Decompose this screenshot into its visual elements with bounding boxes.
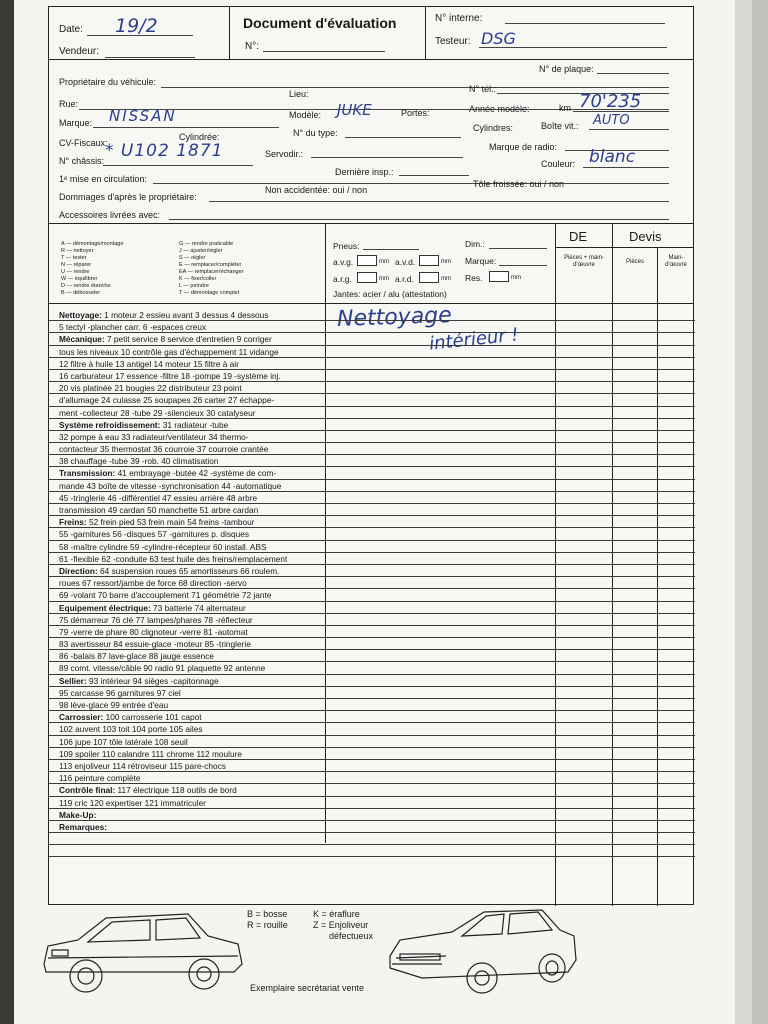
checklist-row-text: d'allumage 24 culasse 25 soupapes 26 carter 27 échappe- [59,395,275,406]
derniere-line [399,175,469,176]
legend-rouille: R = rouille [247,920,288,930]
tole-label: Tôle froissée: oui / non [473,179,565,189]
checklist-row-text: 109 spoiler 110 calandre 111 chrome 112 moulure [59,748,242,759]
checklist-row-text: 58 -maître cylindre 59 -cylindre-récepteur 60 install. ABS [59,541,267,552]
km-value[interactable]: 70'235 [579,91,642,112]
checklist-row-text: 113 enjoliveur 114 rétroviseur 115 pare-chocs [59,760,226,771]
checklist-row[interactable] [49,736,695,748]
checklist-row[interactable] [49,699,695,711]
paper-stack-edge-back [752,0,768,1024]
checklist-row-text: Make-Up: [59,809,97,820]
checklist-row[interactable] [49,760,695,772]
pieces-main-header: Pièces + main-d'œuvre [564,255,604,268]
legend-code-item: D — rendre étanche [61,283,111,289]
couleur-value[interactable]: blanc [589,147,636,167]
checklist-row[interactable] [49,443,695,455]
legend-code-item: T — tester [61,255,87,261]
ard-box[interactable] [419,272,439,283]
checklist-row[interactable] [49,431,695,443]
checklist-row-text: 55 -garnitures 56 -disques 57 -garnitures p. disques [59,529,250,540]
checklist-row[interactable] [49,711,695,723]
checklist-row[interactable] [49,528,695,540]
portes-label: Portes: [401,108,430,118]
legend-code-item: R — nettoyer [61,248,94,254]
checklist-row[interactable] [49,748,695,760]
avg-label: a.v.g. [333,257,354,267]
dommages-line [209,201,669,202]
checklist-row-text: 45 -tringlerie 46 -différentiel 47 essieu arrière 48 arbre [59,492,258,503]
legend-code-item: A — démontage/montage [61,241,124,247]
de-header: DE [569,229,588,244]
legend-code-item: S — régler [179,255,206,261]
legend-code-item: U — rendre [61,269,90,275]
checklist-row-text: Contrôle final: 117 électrique 118 outils de bord [59,785,237,796]
grid-top-rule [49,223,693,224]
checklist-row-text: ment -collecteur 28 -tube 29 -silencieux 30 catalyseur [59,407,256,418]
legend-enjoliveur: Z = Enjoliveur [313,920,369,930]
checklist-row-text: 106 jupe 107 tôle latérale 108 seuil [59,736,188,747]
accessoires-line [169,219,669,220]
checklist-row-text: Mécanique: 7 petit service 8 service d'entretien 9 corriger [59,334,272,345]
handwritten-note-line1: Nettoyage [336,303,453,332]
testeur-value[interactable]: DSG [481,29,516,48]
boite-line [589,129,669,130]
lieu-label: Lieu: [289,89,309,99]
dommages-label: Dommages d'après le propriétaire: [59,192,197,202]
circulation-line [153,183,669,184]
checklist-row[interactable] [49,346,695,358]
checklist-row[interactable] [49,809,695,821]
legend-eraflure: K = éraflure [313,909,360,919]
checklist-row-text: Direction: 64 suspension roues 65 amortisseurs 66 roulem. [59,565,280,576]
dim-line [489,248,547,249]
modele-value[interactable]: JUKE [337,101,372,119]
marque-value[interactable]: NISSAN [109,107,177,125]
grid-header-rule [49,303,693,304]
damage-legend-right [313,909,373,942]
legend-code-item: E — remplacer/compléter [179,262,242,268]
km-line [573,111,669,112]
checklist-row[interactable] [49,455,695,467]
checklist-row[interactable] [49,650,695,662]
evaluation-form [48,6,694,941]
checklist-row-text: 75 démarreur 76 clé 77 lampes/phares 78 -réflecteur [59,614,253,625]
checklist-row[interactable] [49,723,695,735]
pneus-label: Pneus: [333,241,360,251]
checklist-row[interactable] [49,419,695,431]
checklist-row[interactable] [49,504,695,516]
annee-label: Année modèle: [469,104,530,114]
res-mm: mm [511,275,521,281]
checklist-row[interactable] [49,321,695,333]
cv-label: CV-Fiscaux: [59,138,108,148]
chassis-value[interactable]: * U102 1871 [105,141,224,161]
checklist-row[interactable] [49,833,695,845]
arg-label: a.r.g. [333,274,352,284]
checklist-row[interactable] [49,638,695,650]
checklist-row-text: 83 avertisseur 84 essuie-glace -moteur 85 -tringlerie [59,639,251,650]
car-side-diagram [38,906,248,998]
no-line [263,51,385,52]
plaque-label: N° de plaque: [539,64,594,74]
couleur-line [583,167,669,168]
servodir-line [311,157,463,158]
legend-code-item: B — débosseler [61,290,101,296]
type-line [345,137,461,138]
couleur-label: Couleur: [541,159,576,169]
checklist-row[interactable] [49,662,695,674]
ard-mm: mm [441,276,451,282]
checklist-row[interactable] [49,370,695,382]
marque-pneus-label: Marque: [465,256,497,266]
header-divider-left [229,7,230,59]
legend-code-item: N — réparer [61,262,92,268]
damage-legend-left [247,909,288,931]
checklist-row[interactable] [49,541,695,553]
avg-mm: mm [379,259,389,265]
boite-label: Boîte vit.: [541,121,579,131]
devis-header-rule [555,247,693,248]
checklist-row-text: 16 carburateur 17 essence -filtre 18 -pompe 19 -système inj. [59,370,281,381]
checklist-row-text: tous les niveaux 10 contrôle gas d'échappement 11 vidange [59,346,279,357]
checklist-row-text: Freins: 52 frein pied 53 frein main 54 freins -tambour [59,517,255,528]
legend-defectueux: défectueux [329,931,374,941]
checklist-row[interactable] [49,467,695,479]
checklist-row-text: roues 67 ressort/jambe de force 68 direction -servo [59,578,247,589]
pneus-line [363,249,419,250]
checklist-row[interactable] [49,407,695,419]
avd-box[interactable] [419,255,439,266]
vendeur-line [105,57,195,58]
chassis-line [103,165,253,166]
main-header: Main-d'œuvre [665,255,687,268]
checklist-row-text: Equipement électrique: 73 batterie 74 alternateur [59,602,246,613]
type-label: N° du type: [293,128,338,138]
checklist-row-text: mande 43 boîte de vitesse -synchronisation 44 -automatique [59,480,282,491]
page-title: Document d'évaluation [243,15,397,31]
arg-mm: mm [379,276,389,282]
checklist-row[interactable] [49,797,695,809]
vendeur-label: Vendeur: [59,46,100,57]
legend-code-item: W — équilibrer [61,276,98,282]
avd-mm: mm [441,259,451,265]
checklist-row[interactable] [49,553,695,565]
checklist-row-text: 116 peinture complète [59,773,141,784]
checklist-row-text: Nettoyage: 1 moteur 2 essieu avant 3 dessus 4 dessous [59,310,269,320]
checklist-row[interactable] [49,602,695,614]
checklist-row[interactable] [49,675,695,687]
derniere-label: Dernière insp.: [335,167,394,177]
checklist-row-text: 119 cric 120 expertiser 121 immatriculer [59,797,206,808]
legend-code-item: L — peindre [179,283,209,289]
checklist-row-text: 38 chauffage -tube 39 -rob. 40 climatisation [59,456,219,467]
checklist-row-text: 61 -flexible 62 -conduite 63 test huile des freins/remplacement [59,553,288,564]
pieces-header: Pièces [625,259,644,265]
checklist-rows [49,309,695,857]
handwritten-note-line2: intérieur ! [428,324,520,355]
date-value[interactable]: 19/2 [115,15,158,37]
checklist-row[interactable] [49,821,695,833]
no-label: N°: [245,41,259,52]
checklist-row-text: 95 carcasse 96 garnitures 97 ciel [59,687,181,698]
checklist-row[interactable] [49,516,695,528]
checklist-row[interactable] [49,358,695,370]
checklist-row[interactable] [49,577,695,589]
checklist-row-text: transmission 49 cardan 50 manchette 51 arbre cardan [59,505,259,515]
footer-note: Exemplaire secrétariat vente [250,983,365,993]
checklist-row-text: 69 -volant 70 barre d'accouplement 71 géométrie 72 jante [59,590,272,601]
checklist-row[interactable] [49,845,695,857]
checklist-row-text: 89 comt. vitesse/câble 90 radio 91 plaquette 92 antenne [59,663,266,674]
legend-code-item: G — rendre praticable [179,241,234,247]
legend-code-item: J — ajuster/régler [179,248,223,254]
rue-label: Rue: [59,99,79,109]
non-accidentee-label: Non accidentée: oui / non [265,185,368,195]
proprietaire-label: Propriétaire du véhicule: [59,77,157,87]
circulation-label: 1ᵉ mise en circulation: [59,174,147,184]
checklist-row[interactable] [49,614,695,626]
checklist-row-text: 79 -verre de phare 80 clignoteur -verre 81 -automat [59,626,248,637]
checklist-row-text: 86 -balais 87 lave-glace 88 jauge essence [59,651,214,662]
cylindree-label: Cylindrée: [179,132,220,142]
checklist-row[interactable] [49,480,695,492]
checklist-row-text: 12 filtre à huile 13 antigel 14 moteur 15 filtre à air [59,358,239,369]
checklist-row[interactable] [49,784,695,796]
checklist-row-text: 5 tectyl -plancher carr. 6 -espaces creux [59,322,207,333]
devis-header: Devis [629,229,662,244]
arg-box[interactable] [357,272,377,283]
boite-value[interactable]: AUTO [593,113,630,128]
checklist-row[interactable] [49,309,695,321]
header-bottom-rule [49,59,693,60]
chassis-label: N° châssis: [59,156,105,166]
avd-label: a.v.d. [395,257,416,267]
checklist-row-text: 20 vis platinée 21 bougies 22 distributeur 23 point [59,383,242,394]
legend-code-item: T — démontage complet [179,290,240,296]
res-box[interactable] [489,271,509,282]
checklist-row[interactable] [49,394,695,406]
car-front-diagram [382,906,582,998]
servodir-label: Servodir.: [265,149,304,159]
marque-line [93,127,279,128]
checklist-row[interactable] [49,626,695,638]
checklist-row-text: contacteur 35 thermostat 36 courroie 37 courroie crantée [59,444,269,455]
repair-code-legend [61,241,321,305]
proprietaire-line [161,87,669,88]
date-label: Date: [59,24,83,35]
radio-label: Marque de radio: [489,142,558,152]
checklist-row[interactable] [49,565,695,577]
checklist-row[interactable] [49,687,695,699]
accessoires-label: Accessoires livrées avec: [59,210,161,220]
dim-label: Dim.: [465,239,485,249]
checklist-row[interactable] [49,333,695,345]
tel-label: N° tél.: [469,84,497,94]
checklist-row-text: Remarques: [59,821,107,832]
marque-pneus-line [499,265,547,266]
checklist-row-text: 98 lève-glace 99 entrée d'eau [59,700,169,710]
checklist-row[interactable] [49,772,695,784]
res-label: Res. [465,273,483,283]
checklist-row-text: Système refroidissement: 31 radiateur -tube [59,419,229,430]
checklist-row[interactable] [49,589,695,601]
checklist-row-text: 32 pompe à eau 33 radiateur/ventilateur 34 thermo- [59,431,249,442]
checklist-row-text: Sellier: 93 intérieur 94 sièges -capitonnage [59,675,219,686]
avg-box[interactable] [357,255,377,266]
cylindres-label: Cylindres: [473,123,514,133]
legend-code-item: EA — remplacer/échanger [179,269,244,275]
ard-label: a.r.d. [395,274,414,284]
checklist-row[interactable] [49,382,695,394]
testeur-label: Testeur: [435,36,471,47]
checklist-row[interactable] [49,492,695,504]
km-label: km [559,103,571,113]
no-interne-label: N° interne: [435,13,483,24]
checklist-row-text: Transmission: 41 embrayage -butée 42 -système de com- [59,468,277,479]
jantes-label: Jantes: acier / alu (attestation) [333,289,447,299]
checklist-row-text: 102 auvent 103 toit 104 porte 105 ailes [59,724,203,735]
plaque-line [597,73,669,74]
modele-label: Modèle: [289,110,322,120]
checklist-row-text: Carrossier: 100 carrosserie 101 capot [59,712,202,723]
legend-bosse: B = bosse [247,909,288,919]
marque-label: Marque: [59,118,93,128]
no-interne-line [505,23,665,24]
legend-code-item: K — fixer/coller [179,276,217,282]
header-divider-right [425,7,426,59]
